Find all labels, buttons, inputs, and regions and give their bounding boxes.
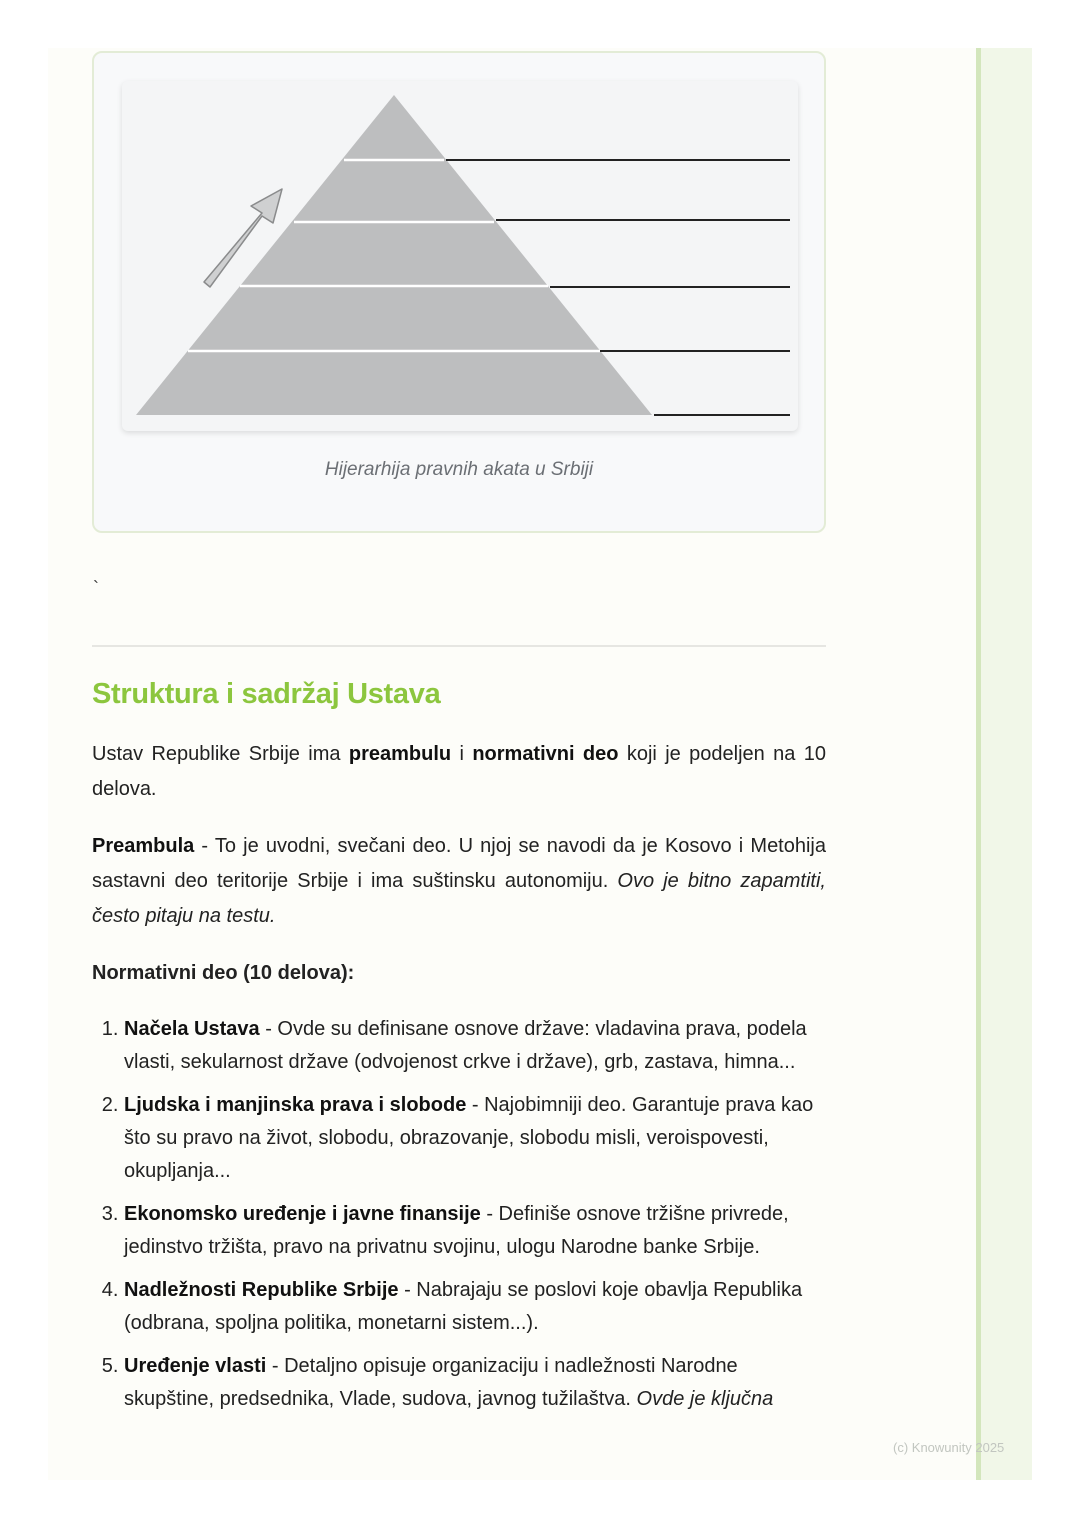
pyramid-figure [122,81,798,431]
list-item-note: Ovde je ključna [636,1388,774,1410]
normativni-heading: Normativni deo (10 delova): [92,962,355,984]
intro-text: koji je podeljen na 10 delova. [92,743,826,800]
list-item-term: Uređenje vlasti [124,1355,267,1377]
list-item-text: - Detaljno opisuje organizaciju i nadležnosti Narodne skupštine, predsednika, Vlade, sudova, javnog tužilaštva. [124,1355,738,1410]
list-item-text: - Definiše osnove tržišne privrede, jedinstvo tržišta, pravo na privatnu svojinu, ulogu Narodne banke Srbije. [124,1203,789,1258]
preambula-note: Ovo je bitno zapamtiti, često pitaju na testu. [92,870,826,927]
intro-text: i [451,743,473,765]
main-content [92,678,826,1426]
list-item-text: - Najobimniji deo. Garantuje prava kao što su pravo na život, slobodu, obrazovanje, slobodu misli, veroispovesti, okupljanja... [124,1094,814,1182]
stray-character: ` [93,578,99,598]
normativni-list [92,1013,826,1416]
figure-card [92,51,826,533]
intro-bold-normativni: normativni deo [472,743,619,765]
list-item-term: Nadležnosti Republike Srbije [124,1279,399,1301]
pyramid-shape [136,95,652,415]
preambula-text: - To je uvodni, svečani deo. U njoj se navodi da je Kosovo i Metohija sastavni deo teritorije Srbije i ima suštinsku autonomiju. [92,835,826,892]
side-accent-bar [976,48,1032,1480]
list-item-text: - Nabrajaju se poslovi koje obavlja Republika (odbrana, spoljna politika, monetarni sistem...). [124,1279,803,1334]
list-item [124,1274,826,1340]
section-divider [92,645,826,647]
list-item [124,1350,826,1416]
list-item-term: Ljudska i manjinska prava i slobode [124,1094,467,1116]
figure-caption: Hijerarhija pravnih akata u Srbiji [324,459,594,480]
list-item-term: Načela Ustava [124,1018,260,1040]
list-item [124,1198,826,1264]
section-heading: Struktura i sadržaj Ustava [92,678,441,710]
intro-bold-preambula: preambulu [348,743,452,765]
list-item [124,1089,826,1188]
list-item [124,1013,826,1079]
intro-paragraph [92,737,826,807]
preambula-paragraph [92,829,826,934]
preambula-term: Preambula [92,835,195,857]
intro-text: Ustav Republike Srbije ima [92,743,349,765]
list-item-text: - Ovde su definisane osnove države: vladavina prava, podela vlasti, sekularnost države (odvojenost crkve i države), grb, zastava, himna... [124,1018,807,1073]
pyramid-diagram [122,81,798,431]
copyright-notice: (c) Knowunity 2025 [893,1440,1005,1455]
list-item-term: Ekonomsko uređenje i javne finansije [124,1203,481,1225]
